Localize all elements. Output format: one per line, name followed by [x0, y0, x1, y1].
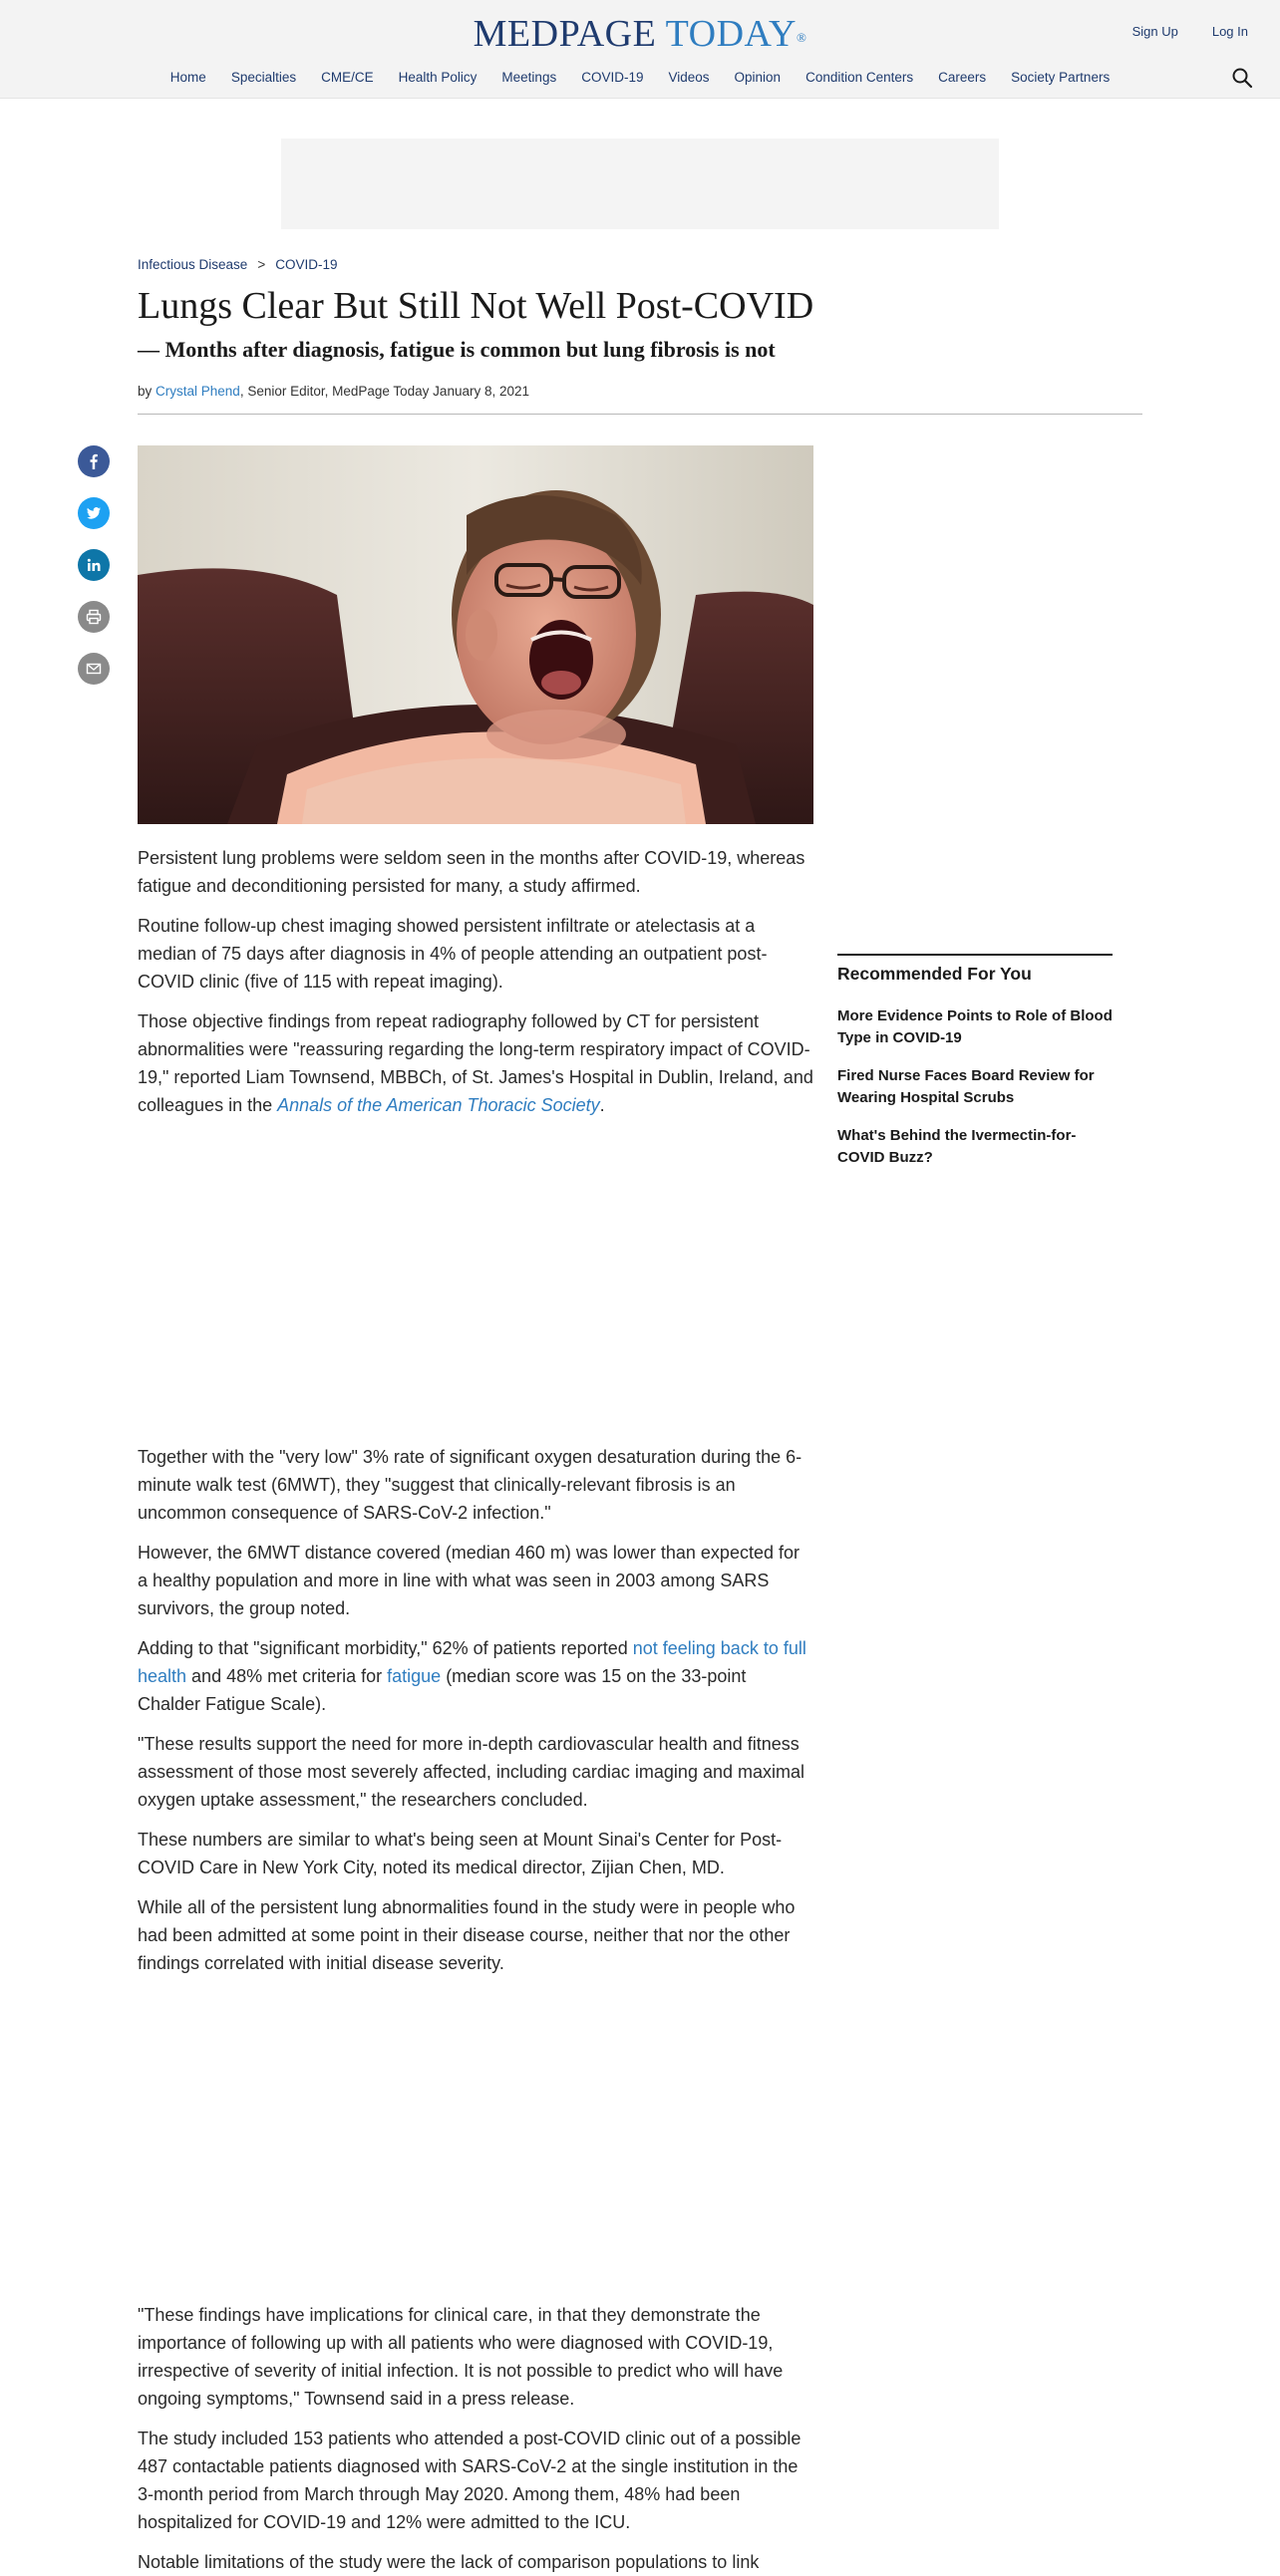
- paragraph-7: "These results support the need for more in-depth cardiovascular health and fitness assessment of those most severely affected, including cardiac imaging and maximal oxygen uptake assessment," the researchers concluded.: [138, 1734, 804, 1810]
- sign-up-link[interactable]: Sign Up: [1131, 24, 1178, 39]
- nav-home[interactable]: Home: [169, 70, 206, 85]
- email-icon[interactable]: [78, 653, 110, 685]
- paragraph-3: [138, 1007, 813, 1119]
- paragraph-3-text: Those objective findings from repeat radiography followed by CT for persistent abnormalities were "reassuring regarding the long-term respiratory impact of COVID-19," reported Liam Townsend, MBBCh, of St. James's Hospital in Dublin, Ireland, and colleagues in the: [138, 1011, 813, 1115]
- main-nav: [0, 70, 1280, 85]
- paragraph-12: Notable limitations of the study were the lack of comparison populations to link: [138, 2552, 760, 2572]
- paragraph-5: However, the 6MWT distance covered (median 460 m) was lower than expected for a healthy population and more in line with what was seen in 2003 among SARS survivors, the group noted.: [138, 1543, 800, 1618]
- recommended-item-blood-type[interactable]: More Evidence Points to Role of Blood Type in COVID-19: [837, 1007, 1113, 1046]
- breadcrumb-separator: >: [257, 257, 266, 272]
- recommended-divider: [837, 954, 1113, 956]
- site-header: [0, 0, 1280, 99]
- author-link[interactable]: Crystal Phend: [156, 384, 240, 399]
- facebook-icon[interactable]: [78, 445, 110, 477]
- breadcrumb-covid-19[interactable]: COVID-19: [275, 257, 338, 272]
- article-title: Lungs Clear But Still Not Well Post-COVID: [138, 285, 814, 327]
- paragraph-9: While all of the persistent lung abnormalities found in the study were in people who had been admitted at some point in their disease course, neither that nor the other findings correlated with initial disease severity.: [138, 1897, 796, 1973]
- byline: [138, 384, 529, 399]
- paragraph-6: [138, 1634, 813, 1718]
- fatigue-link[interactable]: fatigue: [387, 1666, 442, 1686]
- nav-specialties[interactable]: Specialties: [230, 70, 297, 85]
- nav-condition-centers[interactable]: Condition Centers: [805, 70, 914, 85]
- not-feeling-back-link[interactable]: not feeling back to full health: [138, 1638, 806, 1686]
- nav-cme-ce[interactable]: CME/CE: [321, 70, 374, 85]
- recommended-heading: Recommended For You: [837, 964, 1032, 984]
- logo-text-today: TODAY: [656, 13, 797, 55]
- byline-details: , Senior Editor, MedPage Today January 8, 2021: [239, 384, 530, 399]
- nav-health-policy[interactable]: Health Policy: [398, 70, 478, 85]
- logo-text-medpage: MEDPAGE: [473, 13, 657, 55]
- paragraph-6-text-c: (median score was 15 on the 33-point Chalder Fatigue Scale).: [138, 1666, 747, 1714]
- paragraph-3-end: .: [599, 1095, 605, 1115]
- nav-covid-19[interactable]: COVID-19: [581, 70, 644, 85]
- log-in-link[interactable]: Log In: [1211, 24, 1248, 39]
- paragraph-2: Routine follow-up chest imaging showed persistent infiltrate or atelectasis at a median of 75 days after diagnosis in 4% of people attending an outpatient post-COVID clinic (five of 115 with repeat imaging).: [138, 916, 768, 992]
- logo-registered-mark: ®: [796, 30, 807, 45]
- linkedin-icon[interactable]: [78, 549, 110, 581]
- nav-opinion[interactable]: Opinion: [734, 70, 782, 85]
- annals-journal-link[interactable]: [277, 1095, 599, 1115]
- hero-image-yawning-man: [138, 445, 813, 824]
- paragraph-6-text-b: and 48% met criteria for: [186, 1666, 388, 1686]
- recommended-item-fired-nurse[interactable]: Fired Nurse Faces Board Review for Wearing Hospital Scrubs: [837, 1067, 1095, 1106]
- annals-journal-link-text: Annals of the American Thoracic Society: [277, 1095, 600, 1115]
- print-icon[interactable]: [78, 601, 110, 633]
- byline-prefix: by: [138, 384, 157, 399]
- paragraph-10: "These findings have implications for clinical care, in that they demonstrate the importance of following up with all patients who were diagnosed with COVID-19, irrespective of severity of initial infection. It is not possible to predict who will have ongoing symptoms," Townsend said in a press release.: [138, 2305, 784, 2409]
- auth-links: [1132, 24, 1248, 39]
- twitter-icon[interactable]: [78, 497, 110, 529]
- paragraph-4: Together with the "very low" 3% rate of significant oxygen desaturation during the 6-minute walk test (6MWT), they "suggest that clinically-relevant fibrosis is an uncommon consequence of SARS-CoV-2 infection.": [138, 1447, 802, 1523]
- nav-careers[interactable]: Careers: [938, 70, 987, 85]
- paragraph-11: The study included 153 patients who attended a post-COVID clinic out of a possible 487 contactable patients diagnosed with SARS-CoV-2 at the single institution in the 3-month period from March through May 2020. Among them, 48% had been hospitalized for COVID-19 and 12% were admitted to the ICU.: [138, 2429, 801, 2532]
- nav-meetings[interactable]: Meetings: [501, 70, 557, 85]
- nav-society-partners[interactable]: Society Partners: [1011, 70, 1111, 85]
- article-subtitle: — Months after diagnosis, fatigue is common but lung fibrosis is not: [138, 337, 776, 362]
- header-divider: [138, 414, 1142, 415]
- search-icon[interactable]: [1230, 66, 1254, 90]
- ad-banner-placeholder: [281, 139, 999, 229]
- paragraph-6-text-a: Adding to that "significant morbidity," 62% of patients reported: [138, 1638, 633, 1658]
- breadcrumb-infectious-disease[interactable]: Infectious Disease: [138, 257, 248, 272]
- breadcrumb: [138, 257, 337, 272]
- site-logo[interactable]: [0, 14, 1280, 54]
- recommended-item-ivermectin[interactable]: What's Behind the Ivermectin-for-COVID Buzz?: [837, 1127, 1077, 1166]
- paragraph-8: These numbers are similar to what's being seen at Mount Sinai's Center for Post-COVID Care in New York City, noted its medical director, Zijian Chen, MD.: [138, 1830, 783, 1877]
- paragraph-1: Persistent lung problems were seldom seen in the months after COVID-19, whereas fatigue and deconditioning persisted for many, a study affirmed.: [138, 848, 805, 896]
- nav-videos[interactable]: Videos: [668, 70, 710, 85]
